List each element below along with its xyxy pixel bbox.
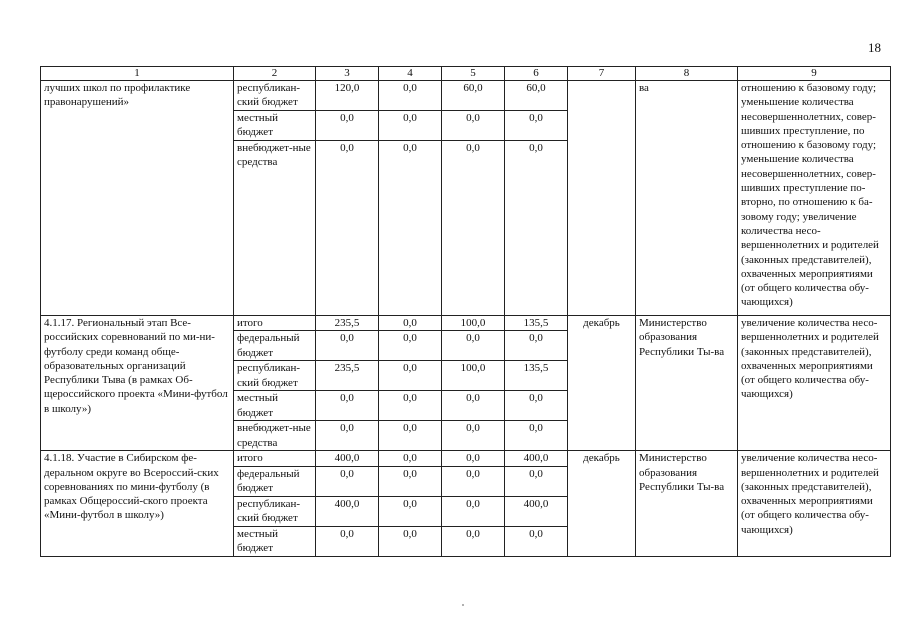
funding-source: внебюджет-ные средства — [234, 421, 316, 451]
funding-source: федеральный бюджет — [234, 331, 316, 361]
col-header-3: 3 — [316, 67, 379, 81]
value-cell: 0,0 — [505, 391, 568, 421]
scan-speck — [462, 604, 464, 606]
value-cell: 0,0 — [316, 526, 379, 556]
funding-source: местный бюджет — [234, 391, 316, 421]
expected-result: увеличение количества несо-вершеннолетних и родителей (законных представителей), охваченных мероприятиями (от общего количества обу-чающихся) — [738, 316, 891, 451]
value-cell: 0,0 — [379, 496, 442, 526]
value-cell: 0,0 — [316, 466, 379, 496]
value-cell: 400,0 — [316, 451, 379, 466]
executor: Министерство образования Республики Ты-ва — [636, 451, 738, 556]
funding-source: местный бюджет — [234, 526, 316, 556]
value-cell: 0,0 — [442, 451, 505, 466]
value-cell: 400,0 — [505, 496, 568, 526]
value-cell: 0,0 — [316, 141, 379, 316]
col-header-6: 6 — [505, 67, 568, 81]
value-cell: 0,0 — [379, 421, 442, 451]
value-cell: 0,0 — [379, 451, 442, 466]
value-cell: 0,0 — [379, 81, 442, 111]
value-cell: 0,0 — [379, 111, 442, 141]
col-header-1: 1 — [41, 67, 234, 81]
value-cell: 0,0 — [505, 466, 568, 496]
column-number-row — [41, 67, 891, 81]
value-cell: 235,5 — [316, 361, 379, 391]
value-cell: 120,0 — [316, 81, 379, 111]
value-cell: 0,0 — [379, 316, 442, 331]
value-cell: 400,0 — [316, 496, 379, 526]
value-cell: 0,0 — [379, 331, 442, 361]
funding-source: итого — [234, 316, 316, 331]
value-cell: 0,0 — [379, 526, 442, 556]
value-cell: 0,0 — [442, 526, 505, 556]
executor: ва — [636, 81, 738, 316]
value-cell: 0,0 — [442, 421, 505, 451]
measure-title: 4.1.18. Участие в Сибирском фе-деральном округе во Всероссий-ских соревнованиях по мини-футболу (в рамках Общероссий-ского проекта «Мини-футбол в школу») — [41, 451, 234, 556]
value-cell: 400,0 — [505, 451, 568, 466]
value-cell: 0,0 — [379, 141, 442, 316]
deadline: декабрь — [568, 316, 636, 451]
funding-source: местный бюджет — [234, 111, 316, 141]
value-cell: 100,0 — [442, 361, 505, 391]
value-cell: 0,0 — [379, 466, 442, 496]
expected-result: отношению к базовому году; уменьшение количества несовершеннолетних, совер-шивших преступление, по отношению к базовому году; уменьшение количества несовершеннолетних, совер-шивших преступление по-вторно, по отношению к ба-зовому году; увеличение количества несо-вершеннолетних и родителей (законных представителей), охваченных мероприятиями (от общего количества обу-чающихся) — [738, 81, 891, 316]
funding-source: внебюджет-ные средства — [234, 141, 316, 316]
value-cell: 0,0 — [442, 391, 505, 421]
value-cell: 0,0 — [379, 361, 442, 391]
funding-source: федеральный бюджет — [234, 466, 316, 496]
value-cell: 135,5 — [505, 316, 568, 331]
measure-title: лучших школ по профилактике правонарушений» — [41, 81, 234, 316]
col-header-8: 8 — [636, 67, 738, 81]
value-cell: 135,5 — [505, 361, 568, 391]
value-cell: 0,0 — [316, 111, 379, 141]
col-header-4: 4 — [379, 67, 442, 81]
value-cell: 0,0 — [505, 331, 568, 361]
table-row — [41, 316, 891, 331]
col-header-2: 2 — [234, 67, 316, 81]
value-cell: 0,0 — [316, 391, 379, 421]
col-header-7: 7 — [568, 67, 636, 81]
value-cell: 0,0 — [442, 466, 505, 496]
value-cell: 0,0 — [505, 526, 568, 556]
table-row — [41, 451, 891, 466]
value-cell: 0,0 — [442, 111, 505, 141]
value-cell: 0,0 — [505, 421, 568, 451]
col-header-5: 5 — [442, 67, 505, 81]
expected-result: увеличение количества несо-вершеннолетних и родителей (законных представителей), охваченных мероприятиями (от общего количества обу-чающихся) — [738, 451, 891, 556]
value-cell: 0,0 — [505, 111, 568, 141]
value-cell: 60,0 — [442, 81, 505, 111]
funding-source: республикан-ский бюджет — [234, 361, 316, 391]
deadline: декабрь — [568, 451, 636, 556]
executor: Министерство образования Республики Ты-ва — [636, 316, 738, 451]
funding-source: республикан-ский бюджет — [234, 496, 316, 526]
value-cell: 0,0 — [442, 141, 505, 316]
funding-source: итого — [234, 451, 316, 466]
funding-source: республикан-ский бюджет — [234, 81, 316, 111]
deadline — [568, 81, 636, 316]
value-cell: 0,0 — [505, 141, 568, 316]
value-cell: 0,0 — [316, 331, 379, 361]
value-cell: 0,0 — [316, 421, 379, 451]
value-cell: 235,5 — [316, 316, 379, 331]
measure-title: 4.1.17. Региональный этап Все-российских соревнований по ми-ни-футболу среди команд обще-образовательных организаций Республики Тыва (в рамках Об-щероссийского проекта «Мини-футбол в школу») — [41, 316, 234, 451]
value-cell: 100,0 — [442, 316, 505, 331]
value-cell: 60,0 — [505, 81, 568, 111]
table-row — [41, 81, 891, 111]
value-cell: 0,0 — [442, 331, 505, 361]
program-table — [40, 66, 891, 557]
page-number: 18 — [868, 40, 881, 55]
value-cell: 0,0 — [442, 496, 505, 526]
col-header-9: 9 — [738, 67, 891, 81]
value-cell: 0,0 — [379, 391, 442, 421]
